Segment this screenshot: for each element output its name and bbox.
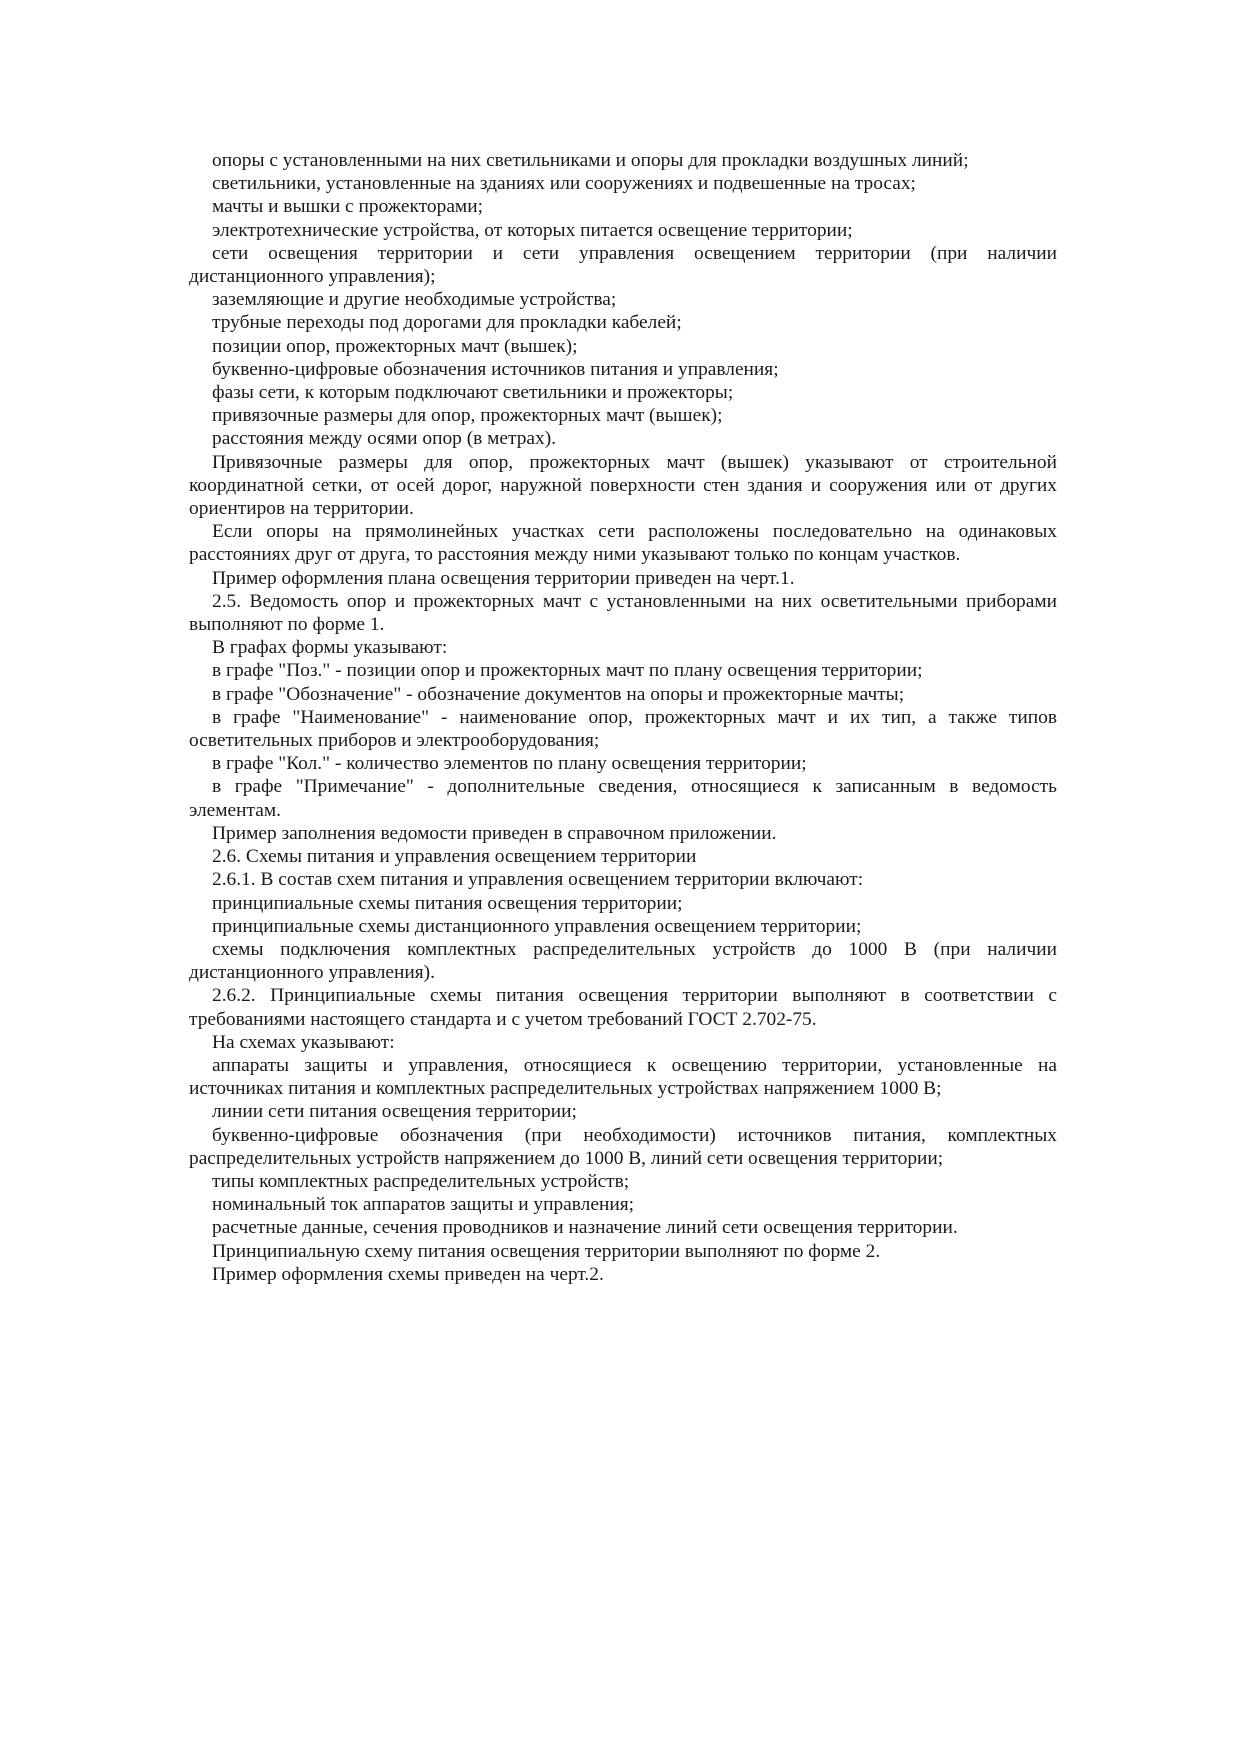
paragraph: Пример оформления плана освещения территории приведен на черт.1. bbox=[212, 567, 795, 589]
paragraph: опоры с установленными на них светильниками и опоры для прокладки воздушных линий; bbox=[212, 150, 969, 171]
paragraph: расстояния между осями опор (в метрах). bbox=[212, 428, 557, 450]
paragraph: Пример оформления схемы приведен на черт.2. bbox=[212, 1263, 604, 1285]
paragraph: номинальный ток аппаратов защиты и управления; bbox=[212, 1194, 635, 1216]
document-body bbox=[189, 149, 1057, 1286]
paragraph: привязочные размеры для опор, прожекторных мачт (вышек); bbox=[212, 405, 723, 427]
section-paragraph-2-6-2: 2.6.2. Принципиальные схемы питания освещения территории выполняют в соответствии с требованиями настоящего стандарта и с учетом требований ГОСТ 2.702-75. bbox=[189, 985, 1057, 1030]
paragraph: Привязочные размеры для опор, прожекторных мачт (вышек) указывают от строительной координатной сетки, от осей дорог, наружной поверхности стен здания и сооружения или от других ориентиров на территории. bbox=[189, 451, 1057, 520]
paragraph: Принципиальную схему питания освещения территории выполняют по форме 2. bbox=[212, 1240, 881, 1262]
paragraph: позиции опор, прожекторных мачт (вышек); bbox=[212, 335, 578, 357]
paragraph: аппараты защиты и управления, относящиеся к освещению территории, установленные на источниках питания и комплектных распределительных устройствах напряжением 1000 В; bbox=[189, 1054, 1057, 1100]
paragraph: трубные переходы под дорогами для прокладки кабелей; bbox=[212, 312, 682, 334]
paragraph: в графе "Наименование" - наименование опор, прожекторных мачт и их тип, а также типов осветительных приборов и электрооборудования; bbox=[189, 706, 1057, 752]
paragraph: в графе "Кол." - количество элементов по плану освещения территории; bbox=[212, 753, 807, 775]
paragraph: принципиальные схемы дистанционного управления освещением территории; bbox=[212, 915, 862, 937]
paragraph: буквенно-цифровые обозначения (при необходимости) источников питания, комплектных распределительных устройств напряжением до 1000 В, линий сети освещения территории; bbox=[189, 1124, 1057, 1169]
paragraph: схемы подключения комплектных распределительных устройств до 1000 В (при наличии дистанционного управления). bbox=[189, 938, 1057, 984]
section-paragraph-2-5: 2.5. Ведомость опор и прожекторных мачт с установленными на них осветительными приборами выполняют по форме 1. bbox=[189, 590, 1057, 636]
paragraph: светильники, установленные на зданиях или сооружениях и подвешенные на тросах; bbox=[212, 173, 916, 195]
paragraph: расчетные данные, сечения проводников и назначение линий сети освещения территории. bbox=[212, 1217, 958, 1239]
paragraph: На схемах указывают: bbox=[212, 1031, 395, 1053]
paragraph: заземляющие и другие необходимые устройства; bbox=[212, 289, 617, 311]
paragraph: Пример заполнения ведомости приведен в справочном приложении. bbox=[212, 822, 777, 844]
paragraph: фазы сети, к которым подключают светильники и прожекторы; bbox=[212, 382, 734, 404]
paragraph: в графе "Обозначение" - обозначение документов на опоры и прожекторные мачты; bbox=[212, 683, 905, 705]
paragraph: мачты и вышки с прожекторами; bbox=[212, 196, 483, 218]
paragraph: электротехнические устройства, от которых питается освещение территории; bbox=[212, 219, 853, 241]
paragraph: В графах формы указывают: bbox=[212, 637, 448, 659]
paragraph: буквенно-цифровые обозначения источников питания и управления; bbox=[212, 358, 779, 380]
section-paragraph-2-6-1: 2.6.1. В состав схем питания и управления освещением территории включают: bbox=[212, 869, 864, 891]
paragraph: типы комплектных распределительных устройств; bbox=[212, 1170, 630, 1192]
paragraph: линии сети питания освещения территории; bbox=[212, 1101, 577, 1123]
paragraph: Если опоры на прямолинейных участках сети расположены последовательно на одинаковых расстояниях друг от друга, то расстояния между ними указывают только по концам участков. bbox=[189, 521, 1057, 566]
paragraph: в графе "Примечание" - дополнительные сведения, относящиеся к записанным в ведомость элементам. bbox=[189, 776, 1057, 821]
paragraph: сети освещения территории и сети управления освещением территории (при наличии дистанционного управления); bbox=[189, 242, 1057, 288]
paragraph: в графе "Поз." - позиции опор и прожекторных мачт по плану освещения территории; bbox=[212, 660, 923, 682]
paragraph: принципиальные схемы питания освещения территории; bbox=[212, 892, 683, 914]
section-heading-2-6: 2.6. Схемы питания и управления освещением территории bbox=[212, 846, 697, 868]
